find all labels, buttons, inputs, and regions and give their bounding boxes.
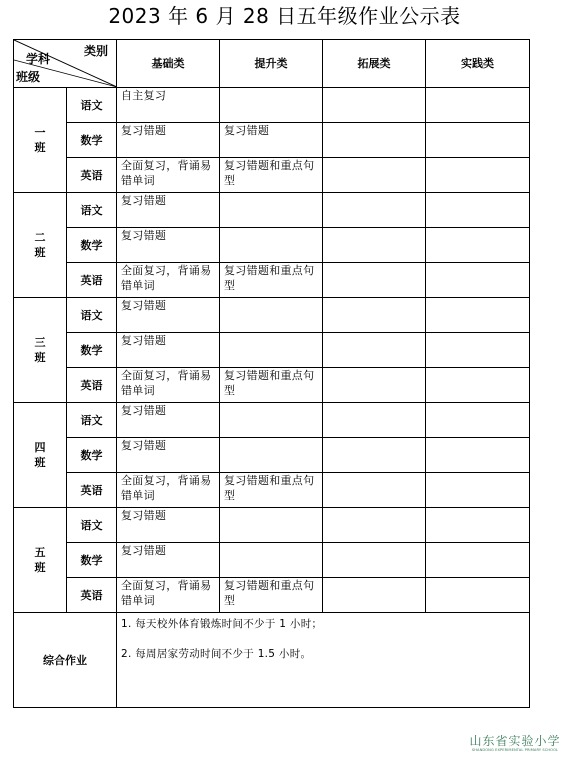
page-title: 2023 年 6 月 28 日五年级作业公示表 [108, 4, 461, 28]
practice-cell [426, 473, 530, 508]
table-header-row [14, 40, 530, 88]
summary-item: 2. 每周居家劳动时间不少于 1.5 小时。 [121, 648, 312, 660]
class-name-bottom: 班 [34, 351, 46, 364]
extend-cell [323, 403, 426, 438]
subject-cell: 语文 [67, 508, 117, 543]
improve-cell: 复习错题和重点句型 [220, 368, 323, 403]
homework-table [13, 39, 530, 708]
basic-cell: 复习错题 [117, 543, 220, 578]
improve-cell [220, 298, 323, 333]
subject-cell: 语文 [67, 298, 117, 333]
practice-cell [426, 508, 530, 543]
subject-label: 学科 [26, 52, 51, 66]
class-name-cell [14, 298, 67, 403]
basic-cell: 全面复习，背诵易错单词 [117, 263, 220, 298]
summary-label: 综合作业 [14, 613, 117, 708]
school-name-en: SHANDONG EXPERIMENTAL PRIMARY SCHOOL [471, 748, 559, 752]
column-header-improve: 提升类 [220, 40, 323, 88]
class-name-top: 一 [34, 126, 46, 139]
table-row [14, 333, 530, 368]
summary-body [117, 613, 530, 708]
improve-cell [220, 543, 323, 578]
extend-cell [323, 333, 426, 368]
improve-cell: 复习错题和重点句型 [220, 158, 323, 193]
table-row [14, 228, 530, 263]
summary-row [14, 613, 530, 708]
class-name-bottom: 班 [34, 141, 46, 154]
practice-cell [426, 333, 530, 368]
category-label: 类别 [83, 44, 108, 58]
class-name-bottom: 班 [34, 246, 46, 259]
extend-cell [323, 578, 426, 613]
basic-cell: 全面复习，背诵易错单词 [117, 368, 220, 403]
table-row [14, 298, 530, 333]
basic-cell: 复习错题 [117, 438, 220, 473]
class-name-top: 三 [34, 336, 46, 349]
practice-cell [426, 123, 530, 158]
subject-cell: 语文 [67, 88, 117, 123]
table-row [14, 473, 530, 508]
table-row [14, 193, 530, 228]
subject-cell: 数学 [67, 438, 117, 473]
table-row [14, 263, 530, 298]
school-logo [467, 734, 563, 753]
subject-cell: 英语 [67, 158, 117, 193]
extend-cell [323, 438, 426, 473]
improve-cell [220, 403, 323, 438]
table-row [14, 438, 530, 473]
practice-cell [426, 578, 530, 613]
basic-cell: 复习错题 [117, 508, 220, 543]
column-header-extend: 拓展类 [323, 40, 426, 88]
improve-cell [220, 438, 323, 473]
extend-cell [323, 508, 426, 543]
table-row [14, 88, 530, 123]
improve-cell: 复习错题 [220, 123, 323, 158]
table-row [14, 368, 530, 403]
extend-cell [323, 543, 426, 578]
improve-cell [220, 88, 323, 123]
subject-cell: 数学 [67, 333, 117, 368]
table-row [14, 403, 530, 438]
extend-cell [323, 228, 426, 263]
practice-cell [426, 263, 530, 298]
practice-cell [426, 158, 530, 193]
subject-cell: 语文 [67, 403, 117, 438]
subject-cell: 英语 [67, 578, 117, 613]
class-name-bottom: 班 [34, 456, 46, 469]
class-name-cell [14, 193, 67, 298]
basic-cell: 全面复习，背诵易错单词 [117, 578, 220, 613]
subject-cell: 数学 [67, 123, 117, 158]
table-row [14, 158, 530, 193]
basic-cell: 复习错题 [117, 123, 220, 158]
school-name-cn: 山东省实验小学 [469, 734, 561, 748]
improve-cell [220, 193, 323, 228]
basic-cell: 自主复习 [117, 88, 220, 123]
improve-cell [220, 228, 323, 263]
table-row [14, 578, 530, 613]
summary-item: 1. 每天校外体育锻炼时间不少于 1 小时； [121, 618, 323, 630]
class-name-cell [14, 403, 67, 508]
extend-cell [323, 263, 426, 298]
practice-cell [426, 403, 530, 438]
basic-cell: 复习错题 [117, 298, 220, 333]
table-row [14, 508, 530, 543]
extend-cell [323, 473, 426, 508]
basic-cell: 复习错题 [117, 333, 220, 368]
improve-cell [220, 508, 323, 543]
practice-cell [426, 193, 530, 228]
column-header-basic: 基础类 [117, 40, 220, 88]
basic-cell: 全面复习，背诵易错单词 [117, 473, 220, 508]
class-name-top: 二 [34, 231, 46, 244]
improve-cell [220, 333, 323, 368]
table-row [14, 123, 530, 158]
improve-cell: 复习错题和重点句型 [220, 263, 323, 298]
practice-cell [426, 438, 530, 473]
column-header-practice: 实践类 [426, 40, 530, 88]
subject-cell: 语文 [67, 193, 117, 228]
extend-cell [323, 298, 426, 333]
diagonal-header-cell [14, 40, 117, 88]
class-name-top: 五 [34, 546, 46, 559]
improve-cell: 复习错题和重点句型 [220, 473, 323, 508]
extend-cell [323, 193, 426, 228]
subject-cell: 数学 [67, 543, 117, 578]
extend-cell [323, 158, 426, 193]
basic-cell: 全面复习，背诵易错单词 [117, 158, 220, 193]
practice-cell [426, 298, 530, 333]
class-name-top: 四 [34, 441, 46, 454]
extend-cell [323, 368, 426, 403]
subject-cell: 英语 [67, 473, 117, 508]
basic-cell: 复习错题 [117, 193, 220, 228]
improve-cell: 复习错题和重点句型 [220, 578, 323, 613]
class-name-cell [14, 508, 67, 613]
class-name-bottom: 班 [34, 561, 46, 574]
extend-cell [323, 88, 426, 123]
practice-cell [426, 228, 530, 263]
practice-cell [426, 88, 530, 123]
class-name-cell [14, 88, 67, 193]
basic-cell: 复习错题 [117, 403, 220, 438]
practice-cell [426, 368, 530, 403]
subject-cell: 英语 [67, 263, 117, 298]
table-row [14, 543, 530, 578]
class-label: 班级 [16, 70, 41, 84]
practice-cell [426, 543, 530, 578]
extend-cell [323, 123, 426, 158]
basic-cell: 复习错题 [117, 228, 220, 263]
subject-cell: 数学 [67, 228, 117, 263]
subject-cell: 英语 [67, 368, 117, 403]
